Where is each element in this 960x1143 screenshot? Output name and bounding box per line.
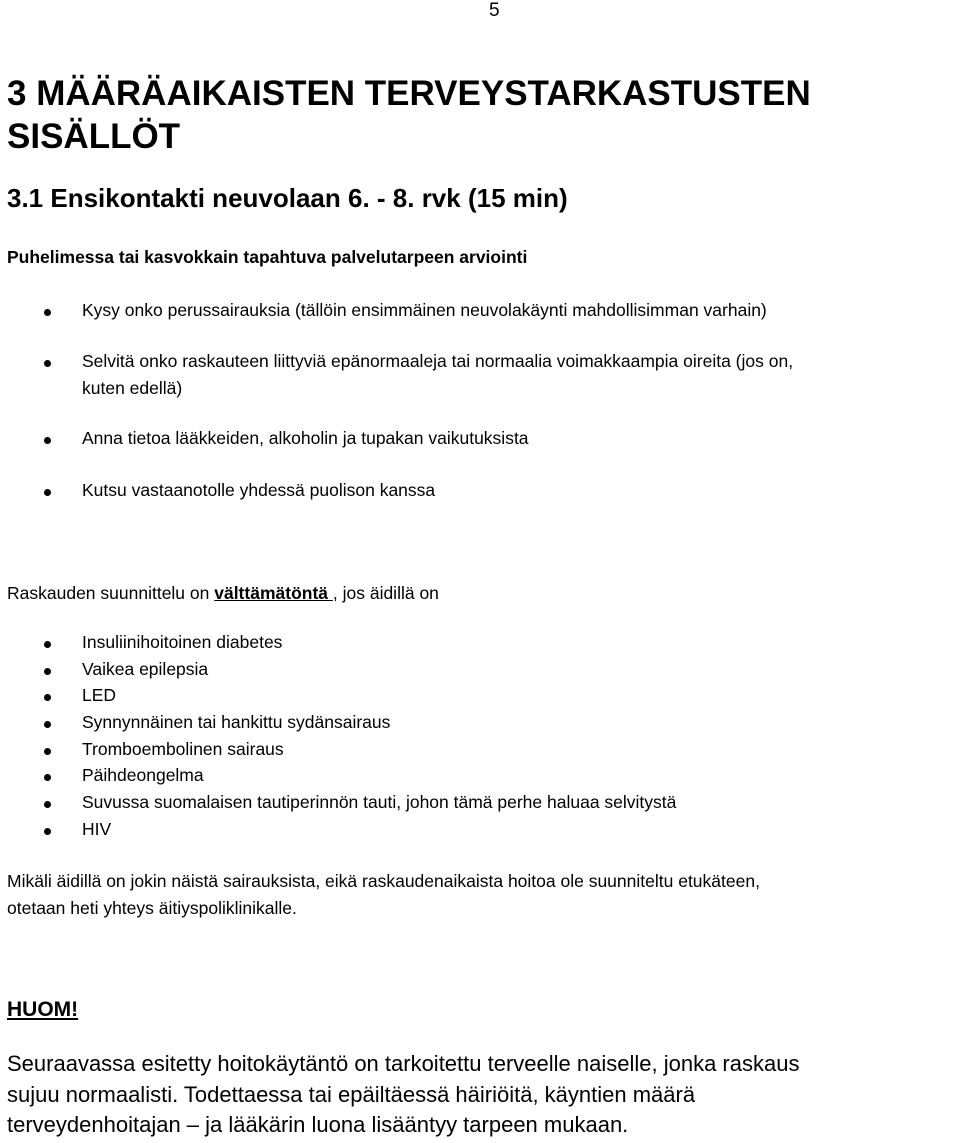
planning-sentence	[7, 583, 439, 604]
note-line1: Mikäli äidillä on jokin näistä sairauksista, eikä raskaudenaikaista hoitoa ole suunniteltu etukäteen,	[7, 871, 760, 891]
list-item: Tromboembolinen sairaus	[82, 739, 284, 759]
section-title-line1: 3 MÄÄRÄAIKAISTEN TERVEYSTARKASTUSTEN	[7, 74, 811, 113]
list-item: Kutsu vastaanotolle yhdessä puolison kanssa	[82, 480, 436, 500]
subheading: Puhelimessa tai kasvokkain tapahtuva palvelutarpeen arviointi	[7, 247, 528, 267]
bullet-icon	[44, 489, 51, 496]
bullet-icon	[44, 694, 51, 701]
list-item: HIV	[82, 819, 112, 839]
page-number: 5	[489, 0, 500, 21]
planning-emphasis: välttämätöntä	[214, 583, 333, 603]
list-item: LED	[82, 685, 117, 705]
list-item: Suvussa suomalaisen tautiperinnön tauti, johon tämä perhe haluaa selvitystä	[82, 792, 677, 812]
bullet-icon	[44, 774, 51, 781]
note-line2: otetaan heti yhteys äitiyspoliklinikalle.	[7, 898, 297, 918]
bullet-icon	[44, 828, 51, 835]
bullet-icon	[44, 721, 51, 728]
final-paragraph-line1: Seuraavassa esitetty hoitokäytäntö on tarkoitettu terveelle naiselle, jonka raskaus	[7, 1051, 800, 1076]
bullet-icon	[44, 437, 51, 444]
planning-text-end: , jos äidillä on	[332, 583, 439, 603]
list-item: Insuliinihoitoinen diabetes	[82, 632, 283, 652]
subsection-title: 3.1 Ensikontakti neuvolaan 6. - 8. rvk (15 min)	[7, 183, 568, 213]
bullet-icon	[44, 309, 51, 316]
final-paragraph-line3: terveydenhoitajan – ja lääkärin luona lisääntyy tarpeen mukaan.	[7, 1112, 629, 1137]
bullet-icon	[44, 748, 51, 755]
planning-text: Raskauden suunnittelu on	[7, 583, 215, 603]
list-item: Vaikea epilepsia	[82, 659, 209, 679]
list-item: Synnynnäinen tai hankittu sydänsairaus	[82, 712, 391, 732]
list-item: Anna tietoa lääkkeiden, alkoholin ja tupakan vaikutuksista	[82, 428, 529, 448]
bullet-icon	[44, 641, 51, 648]
bullet-icon	[44, 801, 51, 808]
bullet-icon	[44, 668, 51, 675]
final-paragraph-line2: sujuu normaalisti. Todettaessa tai epäiltäessä häiriöitä, käyntien määrä	[7, 1082, 696, 1107]
huom-heading: HUOM!	[7, 998, 79, 1021]
list-item: Päihdeongelma	[82, 765, 204, 785]
list-item: Selvitä onko raskauteen liittyviä epänormaaleja tai normaalia voimakkaampia oireita (jos on,	[82, 351, 794, 371]
list-item: Kysy onko perussairauksia (tällöin ensimmäinen neuvolakäynti mahdollisimman varhain)	[82, 300, 767, 320]
bullet-icon	[44, 360, 51, 367]
section-title-line2: SISÄLLÖT	[7, 117, 181, 156]
list-item-continuation: kuten edellä)	[82, 378, 183, 398]
